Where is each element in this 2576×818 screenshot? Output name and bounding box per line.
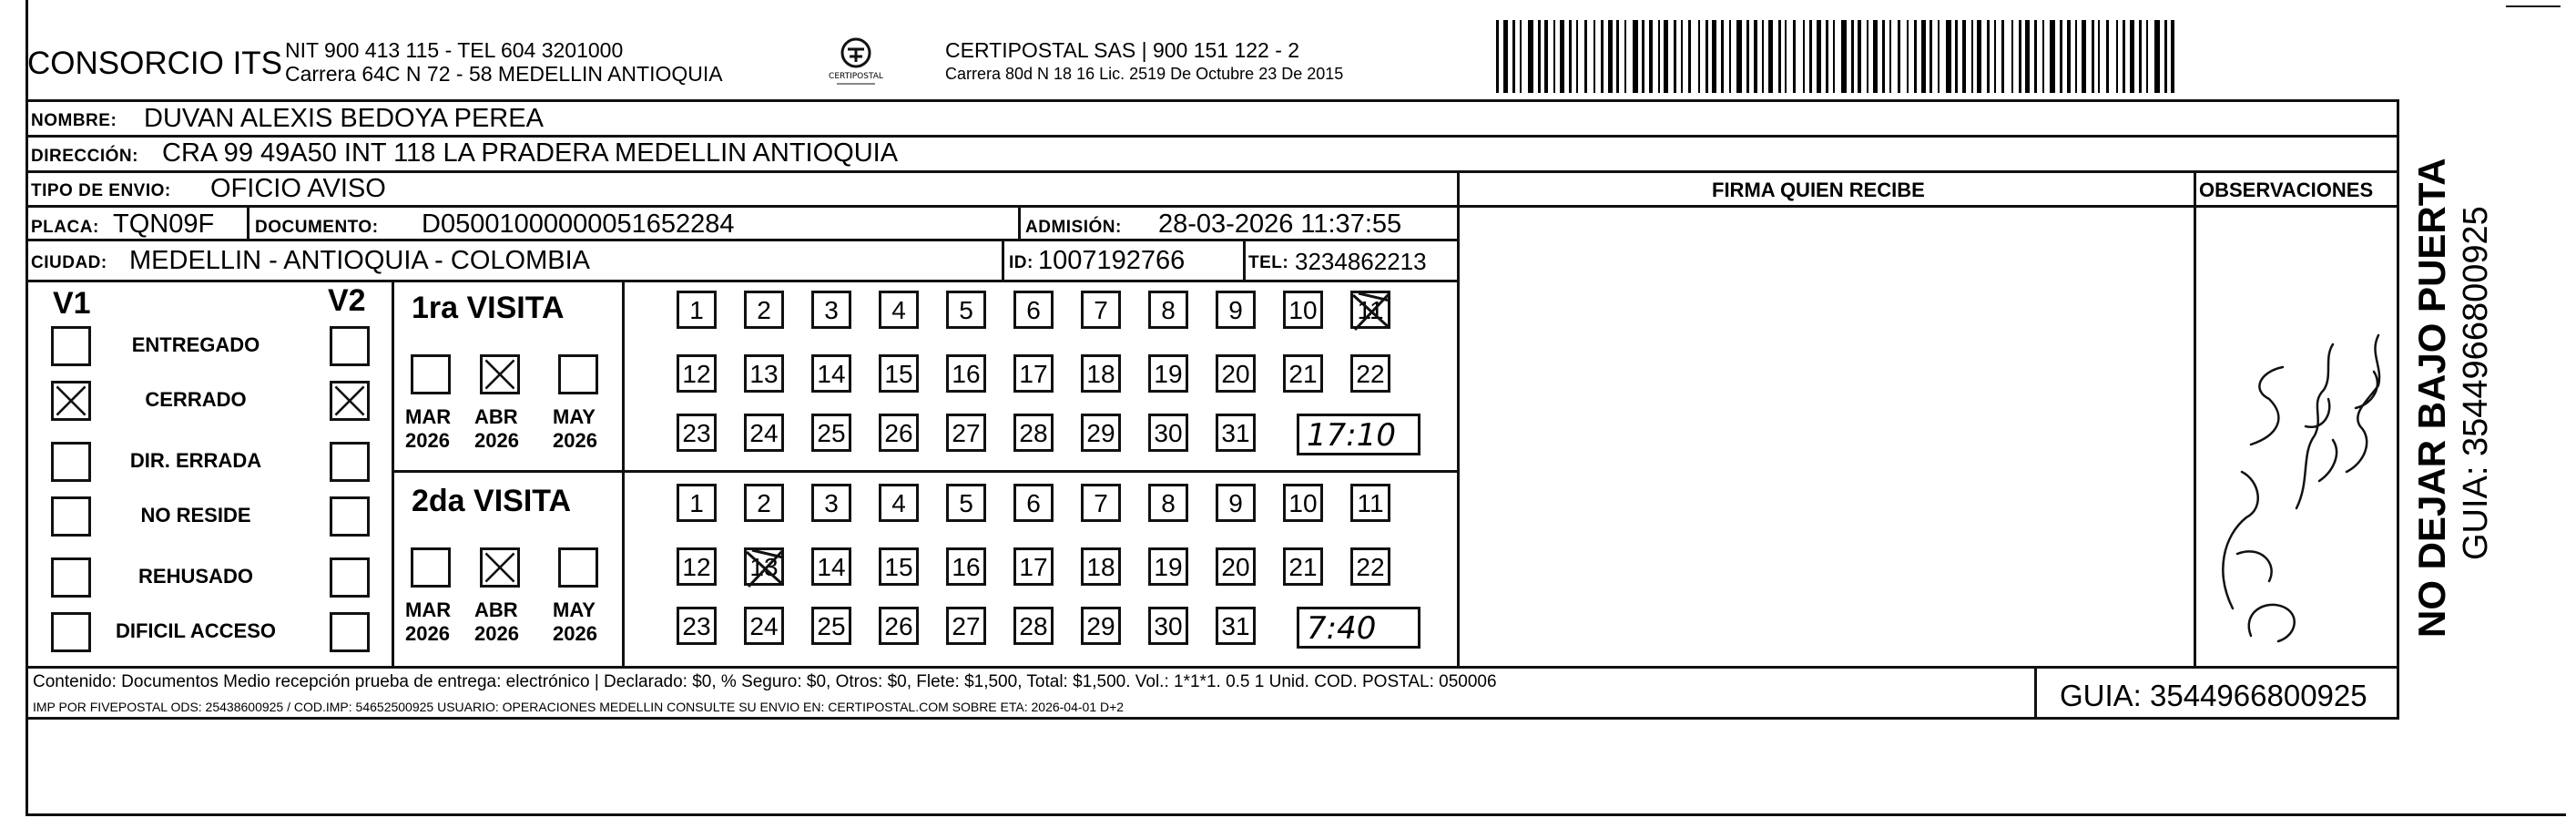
visit-day-box[interactable]: 31 [1216,414,1256,452]
carrier-name: CERTIPOSTAL SAS | 900 151 122 - 2 [945,38,1300,62]
plate-label: PLACA: [31,218,99,237]
visit-month-checkbox[interactable] [411,547,451,588]
signature-header: FIRMA QUIEN RECIBE [1712,179,1925,201]
visit-day-box[interactable]: 17 [1013,354,1054,393]
barcode-bar [1778,20,1781,93]
barcode-bar [1538,20,1541,93]
barcode-bar [2146,20,2148,93]
barcode-bar [1971,20,1973,93]
visit-year-label: 2026 [405,429,450,452]
barcode-bar [1867,20,1868,93]
do-not-leave-under-door: NO DEJAR BAJO PUERTA [2410,158,2453,638]
status-label: DIFICIL ACCESO [115,619,276,642]
guia-box: GUIA: 3544966800925 [2060,679,2367,712]
visit-day-box[interactable] [744,547,784,586]
visit-day-box[interactable]: 30 [1148,607,1188,645]
sheet-bottom-edge [25,813,2566,816]
barcode-bar [1809,20,1812,93]
barcode-bar [1705,20,1708,93]
barcode-bar [2050,20,2055,93]
visit-day-box[interactable]: 22 [1350,354,1390,393]
barcode-bar [1664,20,1668,93]
row-line [25,135,2399,138]
visit-day-box[interactable]: 19 [1148,547,1188,586]
visit-day-box[interactable]: 7 [1081,291,1121,329]
observations-handwriting [2196,208,2399,666]
barcode-bar [1962,20,1966,93]
visit-month-label: ABR [474,598,518,621]
visit-month-label: MAR [405,598,452,621]
visit-day-box[interactable]: 1 [677,291,717,329]
tel-label: TEL: [1248,253,1289,272]
barcode-bar [2060,20,2062,93]
barcode-bar [1721,20,1724,93]
visit-day-box[interactable]: 27 [946,607,986,645]
barcode-bar [1512,20,1515,93]
visit-day-box[interactable]: 6 [1013,484,1054,522]
visit-month-label: ABR [474,405,518,428]
document-label: DOCUMENTO: [255,218,379,237]
visit-day-box[interactable]: 21 [1283,354,1323,393]
visit-day-box[interactable]: 7 [1081,484,1121,522]
col-line [1002,239,1004,280]
id-value: 1007192766 [1038,246,1186,275]
company-address: Carrera 64C N 72 - 58 MEDELLIN ANTIOQUIA [285,62,723,86]
city-label: CIUDAD: [31,253,107,272]
visit-time-box[interactable] [1297,607,1420,649]
barcode-bar [2001,20,2004,93]
visit-title: 1ra VISITA [412,291,565,325]
visit-day-box[interactable]: 28 [1013,607,1054,645]
barcode-bar [1921,20,1926,93]
visit-day-box[interactable]: 14 [811,547,851,586]
visit-day-box[interactable]: 26 [879,607,919,645]
visit-day-box[interactable]: 19 [1148,354,1188,393]
barcode-bar [1817,20,1821,93]
barcode-bar [1608,20,1613,93]
visit-day-box[interactable]: 28 [1013,414,1054,452]
visit-day-box[interactable]: 18 [1081,547,1121,586]
barcode-bar [1833,20,1835,93]
col-line [392,280,394,666]
trim-mark [2506,5,2561,7]
barcode-bar [2139,20,2142,93]
visit-day-box[interactable]: 2 [744,291,784,329]
barcode-bar [1642,20,1644,93]
barcode-bar [1569,20,1572,93]
visit-day-box[interactable]: 5 [946,484,986,522]
visit-day-box[interactable]: 2 [744,484,784,522]
barcode-bar [1929,20,1932,93]
visit-month-checkbox[interactable] [411,354,451,394]
address-label: DIRECCIÓN: [31,147,138,166]
visit-day-box[interactable]: 23 [677,607,717,645]
send-type: OFICIO AVISO [210,174,386,203]
city-value: MEDELLIN - ANTIOQUIA - COLOMBIA [129,246,590,275]
recipient-address: CRA 99 49A50 INT 118 LA PRADERA MEDELLIN ANTIOQUIA [162,138,899,168]
visit-day-box[interactable]: 30 [1148,414,1188,452]
barcode-bar [2034,20,2037,93]
col-line [1018,205,1021,239]
barcode-bar [1674,20,1676,93]
status-label: DIR. ERRADA [129,449,262,472]
visit-title: 2da VISITA [412,484,572,518]
visit-time-handwritten: 17:10 [1307,417,1396,454]
visit-day-box[interactable]: 14 [811,354,851,393]
row-line [25,170,2399,173]
visit-day-box[interactable]: 5 [946,291,986,329]
visit-day-box[interactable]: 15 [879,547,919,586]
visit-day-box[interactable]: 8 [1148,291,1188,329]
visit-day-box[interactable]: 11 [1350,484,1390,522]
barcode-bar [1882,20,1885,93]
visit-day-box[interactable]: 12 [677,547,717,586]
signature-area [1460,208,2194,666]
barcode-bar [1616,20,1619,93]
row-line [25,666,2399,669]
visit-day-box[interactable]: 4 [879,291,919,329]
logo-lettering: CERTIPOSTAL [829,72,883,81]
admission-value: 28-03-2026 11:37:55 [1158,210,1402,239]
barcode-bar [1712,20,1716,93]
visit-day-box[interactable] [1350,291,1390,329]
barcode-bar [1898,20,1900,93]
visit-day-number: 11 [1357,296,1384,324]
visit-time-box[interactable] [1297,414,1420,455]
visit-day-box[interactable]: 29 [1081,414,1121,452]
visit-year-label: 2026 [474,429,519,452]
visit-day-box[interactable]: 24 [744,414,784,452]
barcode-bar [2154,20,2160,93]
barcode-bar [1841,20,1847,93]
tel-value: 3234862213 [1295,248,1427,275]
visit-day-box[interactable]: 9 [1216,291,1256,329]
col-line [1243,239,1246,280]
visit-year-label: 2026 [405,622,450,645]
content-line: Contenido: Documentos Medio recepción prueba de entrega: electrónico | Declarado: $0, % Seguro: $0, Otros: $0, Flete: $1,500, Total: $1,500. Vol.: 1*1*1. 0.5 1 Unid. COD. POSTAL: 050006 [33,672,1497,691]
visit-day-box[interactable]: 20 [1216,354,1256,393]
barcode-bar [1793,20,1796,93]
barcode-bar [1633,20,1638,93]
visit-time-handwritten: 7:40 [1307,610,1377,647]
barcode-bar [1994,20,1996,93]
col-line [392,470,1460,473]
barcode-bar [1624,20,1626,93]
barcode-bar [2130,20,2134,93]
visit-day-box[interactable]: 18 [1081,354,1121,393]
barcode-bar [1851,20,1854,93]
barcode-bar [1955,20,1958,93]
visit-day-box[interactable]: 3 [811,291,851,329]
visit-day-box[interactable]: 10 [1283,291,1323,329]
visit-day-box[interactable]: 16 [946,547,986,586]
barcode-bar [1649,20,1653,93]
barcode-bar [1946,20,1951,93]
visit-day-box[interactable]: 29 [1081,607,1121,645]
barcode-bar [1907,20,1909,93]
status-label: REHUSADO [138,565,253,588]
visit-day-box[interactable]: 4 [879,484,919,522]
col-line [2034,666,2037,720]
visit-month-label: MAY [553,598,596,621]
barcode-bar [1754,20,1757,93]
visit-day-box[interactable]: 15 [879,354,919,393]
barcode-bar [1938,20,1940,93]
barcode-bar [1553,20,1555,93]
visit-day-box[interactable]: 6 [1013,291,1054,329]
observations-header: OBSERVACIONES [2199,179,2374,201]
visit-day-box[interactable]: 25 [811,607,851,645]
barcode-bar [2019,20,2021,93]
barcode-bar [2075,20,2077,93]
barcode-bar [2067,20,2071,93]
visit-day-box[interactable]: 25 [811,414,851,452]
visit-day-box[interactable]: 20 [1216,547,1256,586]
barcode-bar [2042,20,2044,93]
barcode-bar [1889,20,1891,93]
barcode-bar [1688,20,1691,93]
visit-day-box[interactable]: 9 [1216,484,1256,522]
barcode-bar [1803,20,1805,93]
barcode-bar [1528,20,1533,93]
visit-day-box[interactable]: 10 [1283,484,1323,522]
barcode-bar [1768,20,1773,93]
visit-year-label: 2026 [553,429,597,452]
v1-label: V1 [53,286,91,321]
barcode-bar [1746,20,1749,93]
barcode-bar [1729,20,1731,93]
visit-day-box[interactable]: 23 [677,414,717,452]
row-line [25,205,1460,208]
barcode-bar [1977,20,1981,93]
visit-day-box[interactable]: 31 [1216,607,1256,645]
barcode-bar [1858,20,1861,93]
col-line [247,205,249,239]
barcode-bar [1762,20,1764,93]
barcode-bar [1736,20,1742,93]
barcode-bar [2025,20,2030,93]
send-type-label: TIPO DE ENVIO: [31,181,171,200]
barcode-bar [1496,20,1499,93]
barcode-bar [2171,20,2174,93]
side-guia: GUIA: 3544966800925 [2457,206,2495,560]
visit-day-box[interactable]: 8 [1148,484,1188,522]
barcode-bar [2011,20,2013,93]
company-nit: NIT 900 413 115 - TEL 604 3201000 [285,38,624,62]
visit-month-checkbox[interactable] [480,354,520,394]
visit-month-label: MAR [405,405,452,428]
barcode-bar [1584,20,1587,93]
visit-day-box[interactable]: 13 [744,354,784,393]
barcode-bar [2164,20,2167,93]
barcode-bar [1560,20,1564,93]
id-label: ID: [1009,253,1033,272]
barcode-bar [1987,20,1990,93]
admission-label: ADMISIÓN: [1025,218,1122,237]
barcode-bar [2123,20,2125,93]
barcode-bar [1544,20,1548,93]
visit-day-box[interactable]: 21 [1283,547,1323,586]
v2-label: V2 [328,283,366,318]
visit-day-box[interactable]: 3 [811,484,851,522]
visit-year-label: 2026 [553,622,597,645]
barcode-bar [1576,20,1578,93]
barcode-bar [2092,20,2094,93]
visit-day-box[interactable]: 26 [879,414,919,452]
status-label: CERRADO [145,388,247,411]
barcode-bar [1826,20,1828,93]
barcode-bar [1785,20,1787,93]
visit-day-box[interactable]: 1 [677,484,717,522]
barcode-bar [1698,20,1700,93]
row-line [25,280,1460,282]
visit-year-label: 2026 [474,622,519,645]
barcode-bar [1873,20,1878,93]
visit-month-checkbox[interactable] [558,547,598,588]
recipient-name: DUVAN ALEXIS BEDOYA PEREA [144,104,544,133]
barcode-bar [1914,20,1917,93]
visit-month-checkbox[interactable] [558,354,598,394]
visit-day-box[interactable]: 22 [1350,547,1390,586]
visit-day-box[interactable]: 12 [677,354,717,393]
barcode-bar [2106,20,2109,93]
barcode-bar [2098,20,2100,93]
name-label: NOMBRE: [31,111,117,130]
barcode-bar [1658,20,1660,93]
visit-month-label: MAY [553,405,596,428]
barcode-bar [2082,20,2086,93]
barcode-bar [1593,20,1595,93]
barcode-bar [1520,20,1522,93]
barcode-bar [1681,20,1683,93]
barcode-bar [1601,20,1604,93]
carrier-address: Carrera 80d N 18 16 Lic. 2519 De Octubre 23 De 2015 [945,65,1344,83]
visit-month-checkbox[interactable] [480,547,520,588]
barcode [1496,20,2181,93]
plate-value: TQN09F [113,210,215,239]
visit-day-box[interactable]: 17 [1013,547,1054,586]
barcode-bar [1503,20,1508,93]
col-line [622,280,625,666]
status-label: ENTREGADO [131,333,260,356]
document-value: D05001000000051652284 [422,210,735,239]
imp-line: IMP POR FIVEPOSTAL ODS: 25438600925 / COD.IMP: 54652500925 USUARIO: OPERACIONES MEDELLIN CONSULTE SU ENVIO EN: CERTIPOSTAL.COM SOBRE ETA: 2026-04-01 D+2 [33,700,1125,714]
certipostal-logo [824,36,888,87]
company-name: CONSORCIO ITS [27,46,283,81]
side-text [2404,109,2522,647]
visit-day-box[interactable]: 27 [946,414,986,452]
visit-day-box[interactable]: 24 [744,607,784,645]
barcode-bar [2116,20,2118,93]
visit-day-box[interactable]: 16 [946,354,986,393]
status-label: NO RESIDE [140,504,251,527]
visit-day-number: 13 [749,553,779,581]
